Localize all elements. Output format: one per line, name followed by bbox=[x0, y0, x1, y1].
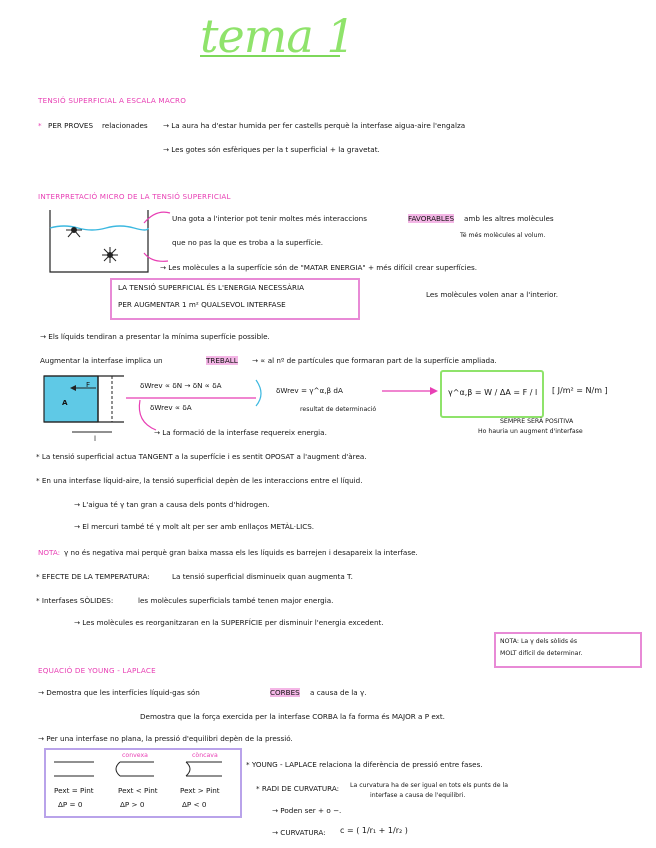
side-note: Té més molècules al volum. bbox=[460, 232, 546, 239]
note: SEMPRE SERÀ POSITIVA bbox=[500, 418, 574, 425]
side-note: Les molècules volen anar a l'interior. bbox=[426, 290, 558, 299]
text-line: γ no és negativa mai perquè gran baixa massa els les líquids es barrejen i desapareix la interfase. bbox=[64, 548, 418, 557]
text-line: * RADI DE CURVATURA: bbox=[256, 784, 340, 793]
pressure-delta: ΔP > 0 bbox=[120, 800, 145, 809]
text-line: → Les gotes són esfèriques per la t superficial + la gravetat. bbox=[163, 145, 380, 154]
units: [ J/m² = N/m ] bbox=[552, 386, 608, 395]
arrow bbox=[380, 384, 440, 398]
page-title: tema 1 bbox=[200, 9, 355, 63]
text-line: → Les molècules es reorganitzaran en la SUPERFÍCIE per disminuir l'energia excedent. bbox=[74, 618, 384, 627]
shape-label: convexa bbox=[122, 752, 148, 759]
text-line: Demostra que la força exercida per la interfase CORBA la fa forma és MAJOR a P ext. bbox=[140, 712, 445, 721]
text-line: que no pas la que es troba a la superfície. bbox=[172, 238, 324, 247]
text-line: → ∝ al nº de partícules que formaran part de la superfície ampliada. bbox=[252, 356, 497, 365]
text-line: → CURVATURA: bbox=[272, 828, 326, 837]
equation: c = ( 1/r₁ + 1/r₂ ) bbox=[340, 826, 408, 835]
text-line: * La tensió superficial actua TANGENT a la superfície i es sentit OPOSAT a l'augment d'àrea. bbox=[36, 452, 367, 461]
text-line: → L'aigua té γ tan gran a causa dels ponts d'hidrogen. bbox=[74, 500, 270, 509]
shape-label: còncava bbox=[192, 752, 218, 759]
pressure-delta: ΔP = 0 bbox=[58, 800, 83, 809]
text-line: → Poden ser + o −. bbox=[272, 806, 342, 815]
note: MOLT difícil de determinar. bbox=[500, 650, 583, 657]
text-line: * YOUNG - LAPLACE relaciona la diferència de pressió entre fases. bbox=[246, 760, 483, 769]
note: resultat de determinació bbox=[300, 406, 377, 413]
highlight-word: TREBALL bbox=[206, 356, 238, 365]
section-heading-macro: TENSIÓ SUPERFICIAL A ESCALA MACRO bbox=[38, 96, 187, 105]
text-line: relacionades bbox=[102, 121, 148, 130]
note: Ho hauria un augment d'interfase bbox=[478, 428, 583, 435]
text-line: interfase a causa de l'equilibri. bbox=[370, 792, 466, 799]
equation: δWrev ∝ δA bbox=[150, 403, 192, 412]
diagram-label-f: F bbox=[86, 380, 91, 389]
arrows bbox=[142, 205, 172, 265]
title-underline bbox=[200, 55, 340, 57]
bullet-star: * bbox=[38, 121, 42, 130]
definition-line: PER AUGMENTAR 1 m² QUALSEVOL INTERFASE bbox=[118, 300, 286, 309]
text-line: La tensió superficial disminueix quan augmenta T. bbox=[172, 572, 353, 581]
text-line: → La formació de la interfase requereix energia. bbox=[154, 428, 327, 437]
text-line: → Els líquids tendiran a presentar la mínima superfície possible. bbox=[40, 332, 270, 341]
highlight-word: FAVORABLES bbox=[408, 214, 455, 223]
text-line: * En una interfase líquid-aire, la tensió superficial depèn de les interaccions entre el líquid. bbox=[36, 476, 363, 485]
pressure-relation: Pext > Pint bbox=[180, 786, 220, 795]
text-line: → Les molècules a la superfície són de "MATAR ENERGIA" + més difícil crear superfícies. bbox=[160, 263, 478, 272]
diagram-label-a: A bbox=[62, 398, 68, 407]
section-heading-micro: INTERPRETACIÓ MICRO DE LA TENSIÓ SUPERFICIAL bbox=[38, 192, 231, 201]
note: NOTA: La γ dels sòlids és bbox=[500, 638, 578, 645]
equation: γ^α,β = W / ΔA = F / l bbox=[448, 388, 538, 397]
section-heading-young-laplace: EQUACIÓ DE YOUNG - LAPLACE bbox=[38, 666, 156, 675]
text-line: amb les altres molècules bbox=[464, 214, 554, 223]
text-line: Una gota a l'interior pot tenir moltes més interaccions bbox=[172, 214, 367, 223]
pressure-relation: Pext = Pint bbox=[54, 786, 94, 795]
text-line: Augmentar la interfase implica un bbox=[40, 356, 163, 365]
text-line: → Demostra que les interfícies líquid-gas són bbox=[38, 688, 200, 697]
pressure-relation: Pext < Pint bbox=[118, 786, 158, 795]
text-line: PER PROVES bbox=[48, 121, 94, 130]
text-line: * Interfases SÒLIDES: bbox=[36, 596, 114, 605]
text-line: * EFECTE DE LA TEMPERATURA: bbox=[36, 572, 150, 581]
text-line: a causa de la γ. bbox=[310, 688, 367, 697]
beaker-diagram bbox=[44, 206, 154, 276]
equation: δWrev = γ^α,β dA bbox=[276, 386, 343, 395]
pressure-delta: ΔP < 0 bbox=[182, 800, 207, 809]
text-line: → La aura ha d'estar humida per fer castells perquè la interfase aigua-aire l'engalza bbox=[163, 121, 466, 130]
diagram-label-l: l bbox=[94, 434, 96, 443]
nota-label: NOTA: bbox=[38, 548, 61, 557]
text-line: les molècules superficials també tenen major energia. bbox=[138, 596, 334, 605]
equation: δWrev ∝ δN → δN ∝ δA bbox=[140, 381, 222, 390]
definition-line: LA TENSIÓ SUPERFICIAL ÉS L'ENERGIA NECESSÀRIA bbox=[118, 283, 304, 292]
highlight-word: CORBES bbox=[270, 688, 300, 697]
text-line: → El mercuri també té γ molt alt per ser amb enllaços METÀL·LICS. bbox=[74, 522, 315, 531]
text-line: → Per una interfase no plana, la pressió d'equilibri depèn de la pressió. bbox=[38, 734, 293, 743]
text-line: La curvatura ha de ser igual en tots els punts de la bbox=[350, 782, 508, 789]
